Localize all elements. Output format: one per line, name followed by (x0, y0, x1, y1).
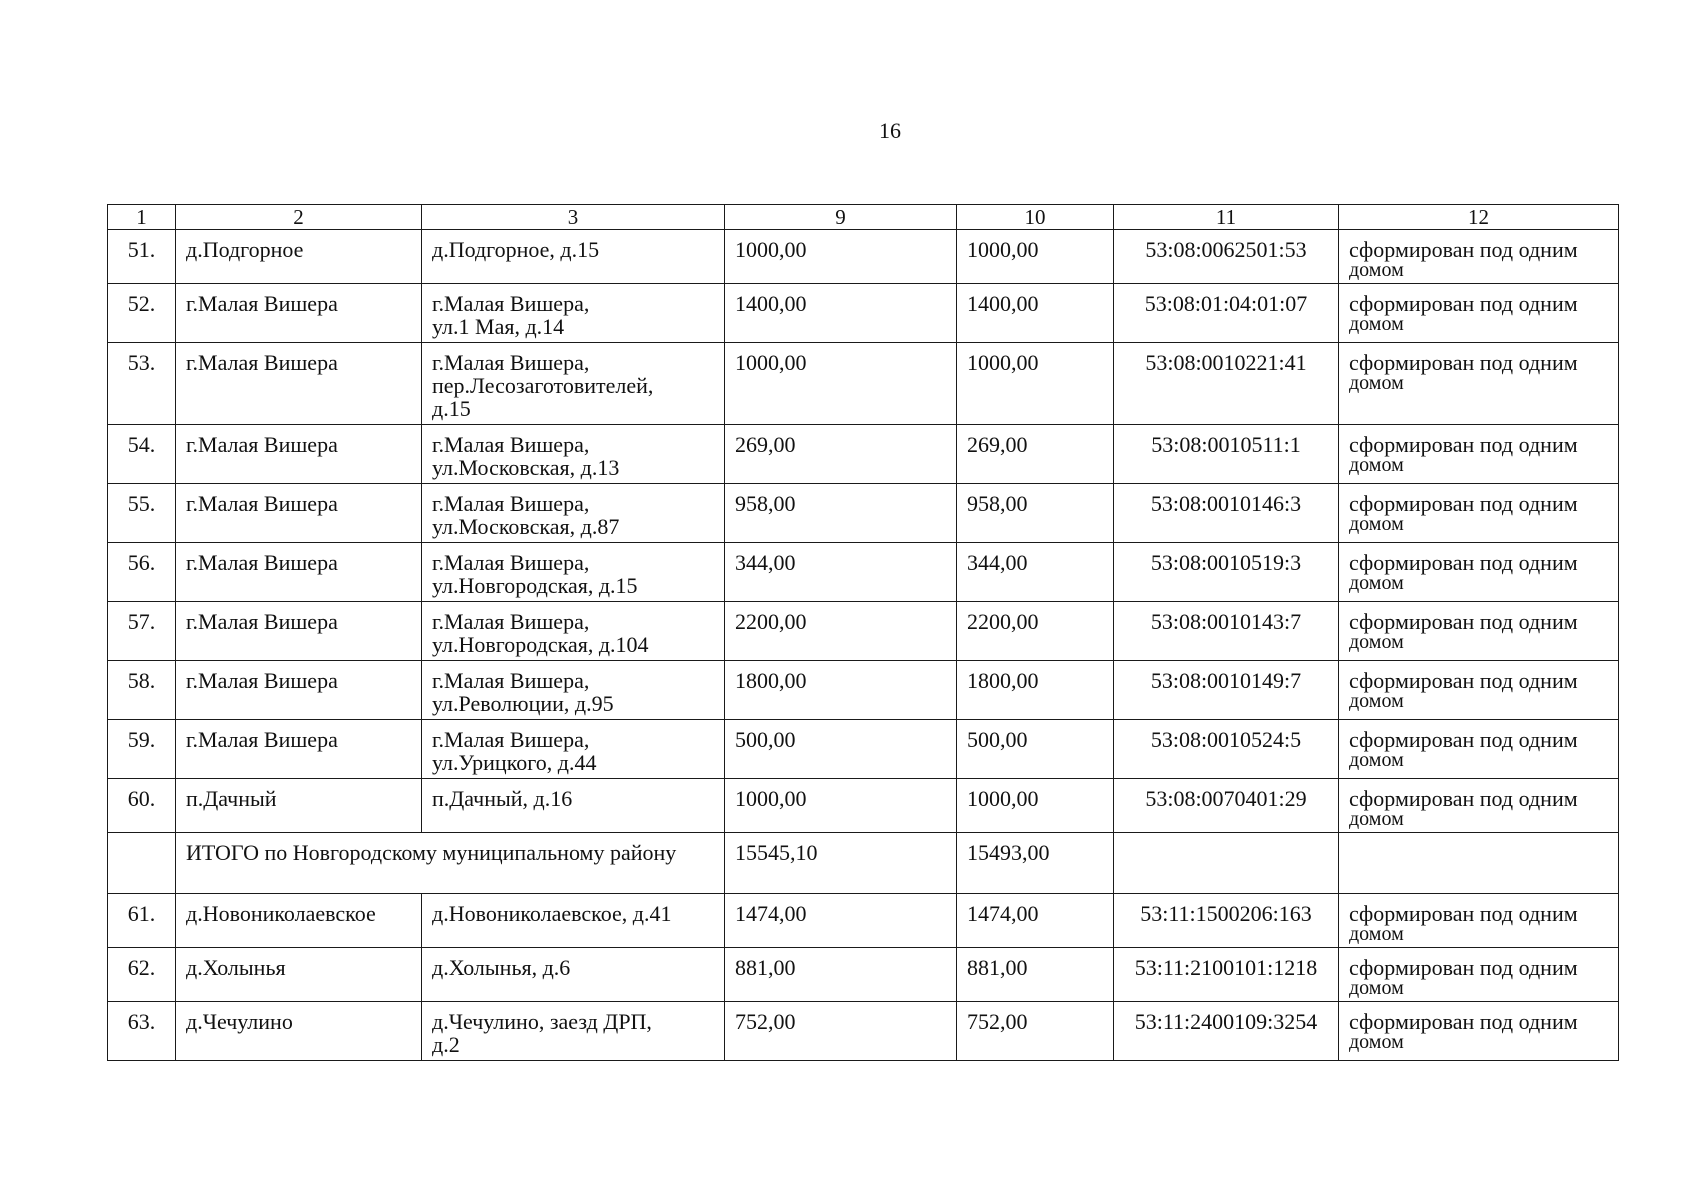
total-label-cell: ИТОГО по Новгородскому муниципальному району (176, 833, 725, 894)
locality-cell: г.Малая Вишера (176, 720, 422, 779)
locality-cell: п.Дачный (176, 779, 422, 833)
locality-cell: г.Малая Вишера (176, 543, 422, 602)
area-cell: 1400,00 (725, 284, 957, 343)
text-line: г.Малая Вишера, (432, 727, 590, 752)
page-number: 16 (879, 118, 901, 143)
area-cell: 752,00 (957, 1002, 1114, 1061)
row-number-cell: 55. (108, 484, 176, 543)
total-area-cell: 15493,00 (957, 833, 1114, 894)
text-line: сформирован под одним (1349, 350, 1578, 375)
area-cell: 1000,00 (957, 230, 1114, 284)
cadastral-number-cell: 53:08:0010524:5 (1114, 720, 1339, 779)
header-cell: 9 (725, 205, 957, 230)
header-cell: 1 (108, 205, 176, 230)
area-cell: 2200,00 (957, 602, 1114, 661)
text-line: ул.Московская, д.13 (432, 455, 620, 480)
note-cell (1339, 948, 1619, 1002)
land-plots-table (107, 204, 1619, 1061)
text-line: г.Малая Вишера, (432, 350, 590, 375)
cadastral-number-cell: 53:11:2100101:1218 (1114, 948, 1339, 1002)
note-cell (1339, 720, 1619, 779)
cadastral-number-cell: 53:08:0010511:1 (1114, 425, 1339, 484)
cadastral-number-cell: 53:11:1500206:163 (1114, 894, 1339, 948)
table-row (108, 720, 1619, 779)
address-cell (422, 602, 725, 661)
text-line: д.15 (432, 396, 471, 421)
address-cell (422, 1002, 725, 1061)
note-cell (1339, 661, 1619, 720)
header-cell: 11 (1114, 205, 1339, 230)
row-number-cell: 61. (108, 894, 176, 948)
total-row (108, 833, 1619, 894)
note-cell (1339, 343, 1619, 425)
note-cell (1339, 425, 1619, 484)
row-number-cell: 54. (108, 425, 176, 484)
table-row (108, 484, 1619, 543)
text-line: г.Малая Вишера, (432, 609, 590, 634)
area-cell: 344,00 (957, 543, 1114, 602)
cadastral-number-cell: 53:08:0010143:7 (1114, 602, 1339, 661)
area-cell: 269,00 (725, 425, 957, 484)
table-row (108, 343, 1619, 425)
text-line: домом (1349, 454, 1404, 476)
text-line: домом (1349, 1031, 1404, 1053)
text-line: сформирован под одним (1349, 668, 1578, 693)
text-line: сформирован под одним (1349, 491, 1578, 516)
locality-cell: г.Малая Вишера (176, 343, 422, 425)
row-number-cell: 60. (108, 779, 176, 833)
table-row (108, 1002, 1619, 1061)
text-line: домом (1349, 513, 1404, 535)
address-cell (422, 343, 725, 425)
text-line: домом (1349, 372, 1404, 394)
text-line: г.Малая Вишера, (432, 550, 590, 575)
locality-cell: д.Новониколаевское (176, 894, 422, 948)
area-cell: 881,00 (725, 948, 957, 1002)
address-cell (422, 779, 725, 833)
area-cell: 1474,00 (725, 894, 957, 948)
cadastral-number-cell: 53:08:01:04:01:07 (1114, 284, 1339, 343)
area-cell: 1000,00 (725, 230, 957, 284)
area-cell: 1400,00 (957, 284, 1114, 343)
text-line: домом (1349, 923, 1404, 945)
cadastral-number-cell: 53:08:0062501:53 (1114, 230, 1339, 284)
text-line: ул.Революции, д.95 (432, 691, 614, 716)
area-cell: 269,00 (957, 425, 1114, 484)
locality-cell: г.Малая Вишера (176, 602, 422, 661)
column-number-header-row (108, 205, 1619, 230)
row-number-cell: 59. (108, 720, 176, 779)
table-row (108, 948, 1619, 1002)
table-row (108, 661, 1619, 720)
address-cell (422, 948, 725, 1002)
address-cell (422, 543, 725, 602)
text-line: г.Малая Вишера, (432, 668, 590, 693)
text-line: п.Дачный, д.16 (432, 786, 573, 811)
locality-cell: г.Малая Вишера (176, 484, 422, 543)
area-cell: 881,00 (957, 948, 1114, 1002)
text-line: ул.Новгородская, д.104 (432, 632, 649, 657)
empty-cell (108, 833, 176, 894)
area-cell: 500,00 (957, 720, 1114, 779)
area-cell: 344,00 (725, 543, 957, 602)
text-line: сформирован под одним (1349, 1009, 1578, 1034)
text-line: г.Малая Вишера, (432, 291, 590, 316)
address-cell (422, 894, 725, 948)
header-cell: 3 (422, 205, 725, 230)
locality-cell: г.Малая Вишера (176, 661, 422, 720)
land-plots-table-container (107, 204, 1618, 1061)
table-row (108, 543, 1619, 602)
text-line: пер.Лесозаготовителей, (432, 373, 654, 398)
text-line: сформирован под одним (1349, 609, 1578, 634)
text-line: сформирован под одним (1349, 550, 1578, 575)
text-line: д.Новониколаевское, д.41 (432, 901, 672, 926)
area-cell: 752,00 (725, 1002, 957, 1061)
text-line: сформирован под одним (1349, 786, 1578, 811)
text-line: д.Чечулино, заезд ДРП, (432, 1009, 652, 1034)
row-number-cell: 58. (108, 661, 176, 720)
text-line: домом (1349, 808, 1404, 830)
table-row (108, 894, 1619, 948)
text-line: ул.1 Мая, д.14 (432, 314, 565, 339)
text-line: ул.Новгородская, д.15 (432, 573, 638, 598)
text-line: сформирован под одним (1349, 291, 1578, 316)
area-cell: 2200,00 (725, 602, 957, 661)
locality-cell: д.Холынья (176, 948, 422, 1002)
text-line: д.2 (432, 1032, 460, 1057)
locality-cell: д.Подгорное (176, 230, 422, 284)
address-cell (422, 284, 725, 343)
cadastral-number-cell: 53:08:0010519:3 (1114, 543, 1339, 602)
note-cell (1339, 602, 1619, 661)
text-line: ул.Урицкого, д.44 (432, 750, 597, 775)
address-cell (422, 425, 725, 484)
cadastral-number-cell: 53:08:0070401:29 (1114, 779, 1339, 833)
address-cell (422, 230, 725, 284)
empty-cell (1339, 833, 1619, 894)
text-line: ул.Московская, д.87 (432, 514, 620, 539)
row-number-cell: 57. (108, 602, 176, 661)
table-row (108, 284, 1619, 343)
area-cell: 958,00 (957, 484, 1114, 543)
row-number-cell: 63. (108, 1002, 176, 1061)
text-line: г.Малая Вишера, (432, 491, 590, 516)
address-cell (422, 484, 725, 543)
table-row (108, 602, 1619, 661)
row-number-cell: 53. (108, 343, 176, 425)
table-row (108, 779, 1619, 833)
table-row (108, 425, 1619, 484)
header-cell: 2 (176, 205, 422, 230)
text-line: домом (1349, 690, 1404, 712)
address-cell (422, 661, 725, 720)
text-line: сформирован под одним (1349, 432, 1578, 457)
text-line: сформирован под одним (1349, 955, 1578, 980)
area-cell: 1800,00 (725, 661, 957, 720)
text-line: сформирован под одним (1349, 237, 1578, 262)
note-cell (1339, 284, 1619, 343)
text-line: г.Малая Вишера, (432, 432, 590, 457)
locality-cell: г.Малая Вишера (176, 425, 422, 484)
area-cell: 500,00 (725, 720, 957, 779)
area-cell: 1000,00 (957, 343, 1114, 425)
header-cell: 10 (957, 205, 1114, 230)
note-cell (1339, 484, 1619, 543)
text-line: сформирован под одним (1349, 727, 1578, 752)
note-cell (1339, 779, 1619, 833)
text-line: домом (1349, 631, 1404, 653)
total-area-cell: 15545,10 (725, 833, 957, 894)
row-number-cell: 51. (108, 230, 176, 284)
note-cell (1339, 1002, 1619, 1061)
address-cell (422, 720, 725, 779)
text-line: д.Холынья, д.6 (432, 955, 571, 980)
note-cell (1339, 894, 1619, 948)
text-line: сформирован под одним (1349, 901, 1578, 926)
area-cell: 1800,00 (957, 661, 1114, 720)
cadastral-number-cell: 53:08:0010149:7 (1114, 661, 1339, 720)
row-number-cell: 52. (108, 284, 176, 343)
note-cell (1339, 543, 1619, 602)
locality-cell: г.Малая Вишера (176, 284, 422, 343)
area-cell: 1000,00 (957, 779, 1114, 833)
area-cell: 1474,00 (957, 894, 1114, 948)
text-line: домом (1349, 572, 1404, 594)
empty-cell (1114, 833, 1339, 894)
cadastral-number-cell: 53:08:0010221:41 (1114, 343, 1339, 425)
area-cell: 1000,00 (725, 779, 957, 833)
row-number-cell: 62. (108, 948, 176, 1002)
area-cell: 958,00 (725, 484, 957, 543)
locality-cell: д.Чечулино (176, 1002, 422, 1061)
text-line: домом (1349, 259, 1404, 281)
area-cell: 1000,00 (725, 343, 957, 425)
note-cell (1339, 230, 1619, 284)
cadastral-number-cell: 53:08:0010146:3 (1114, 484, 1339, 543)
text-line: домом (1349, 749, 1404, 771)
text-line: домом (1349, 977, 1404, 999)
text-line: домом (1349, 313, 1404, 335)
text-line: д.Подгорное, д.15 (432, 237, 600, 262)
header-cell: 12 (1339, 205, 1619, 230)
row-number-cell: 56. (108, 543, 176, 602)
cadastral-number-cell: 53:11:2400109:3254 (1114, 1002, 1339, 1061)
table-row (108, 230, 1619, 284)
